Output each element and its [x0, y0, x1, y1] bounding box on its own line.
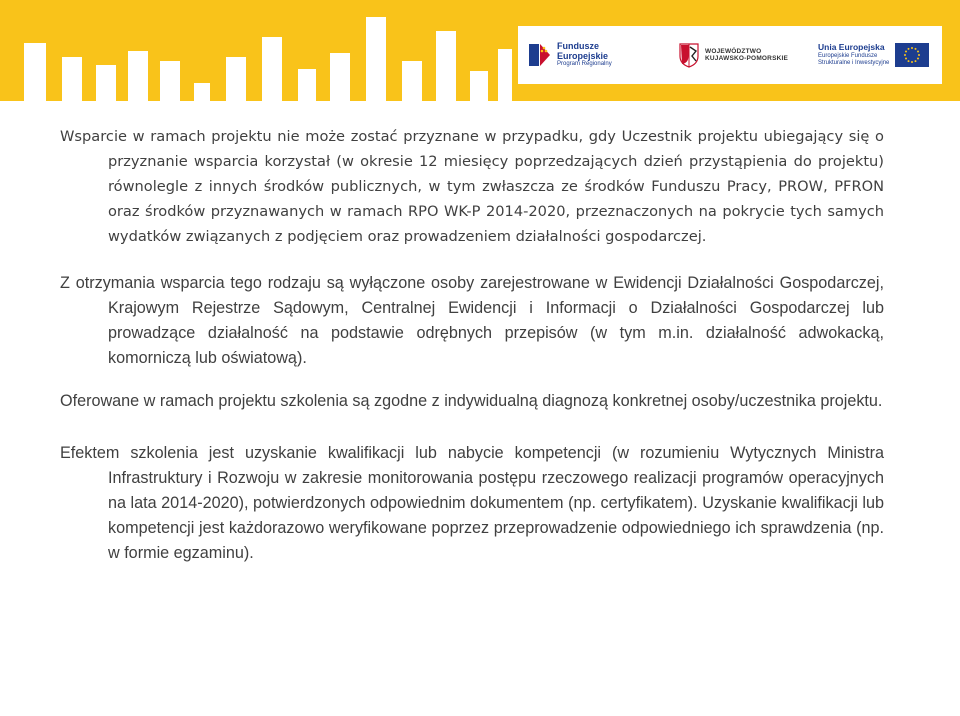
- coat-of-arms-icon: [678, 42, 700, 68]
- decor-stripe: [330, 53, 350, 101]
- paragraph-training-outcome: Efektem szkolenia jest uzyskanie kwalifikacji lub nabycie kompetencji (w rozumieniu Wytycznych Ministra Infrastruktury i Rozwoju w zakresie monitorowania postępu rzeczowego realizacji programów operacyjnych na lata 2014-2020), potwierdzonych odpowiednim dokumentem (np. certyfikatem). Uzyskanie kwalifikacji lub kompetencji jest każdorazowo weryfikowane poprzez przeprowadzenie odpowiedniego ich sprawdzenia (np. w formie egzaminu).: [60, 444, 884, 562]
- unia-europejska-logo: [818, 26, 929, 84]
- decor-stripe: [160, 61, 180, 101]
- decor-stripe: [62, 57, 82, 101]
- decor-stripe: [96, 65, 116, 101]
- decor-stripe: [298, 69, 316, 101]
- paragraph-exclusions: Z otrzymania wsparcia tego rodzaju są wyłączone osoby zarejestrowane w Ewidencji Działalności Gospodarczej, Krajowym Rejestrze Sądowym, Centralnej Ewidencji i Informacji o Działalności Gospodarczej lub prowadzące działalność na podstawie odrębnych przepisów (w tym m.in. działalność adwokacką, komorniczą lub oświatową).: [60, 274, 884, 367]
- header-band: [0, 0, 960, 101]
- wojewodztwo-line2: KUJAWSKO-POMORSKIE: [705, 55, 789, 62]
- logo-strip: [518, 26, 942, 84]
- decor-stripe: [366, 17, 386, 101]
- content: [60, 124, 884, 566]
- decor-stripe: [194, 83, 210, 101]
- decor-stripe: [470, 71, 488, 101]
- decor-stripe: [24, 43, 46, 101]
- decor-stripe: [402, 61, 422, 101]
- decor-stripe: [498, 49, 512, 101]
- decor-stripe: [262, 37, 282, 101]
- unia-line1: Unia Europejska: [818, 42, 885, 53]
- paragraph-eligibility: Wsparcie w ramach projektu nie może zostać przyznane w przypadku, gdy Uczestnik projektu ubiegający się o przyznanie wsparcia korzystał (w okresie 12 miesięcy poprzedzających dzień przystąpienia do projektu) równolegle z innych środków publicznych, w tym zwłaszcza ze środków Funduszu Pracy, PROW, PFRON oraz środków przyznawanych w ramach RPO WK-P 2014-2020, przeznaczonych na pokrycie tych samych wydatków związanych z podjęciem oraz prowadzeniem działalności gospodarczej.: [60, 128, 884, 245]
- decor-stripe: [128, 51, 148, 101]
- wojewodztwo-line1: WOJEWÓDZTWO: [705, 47, 762, 55]
- fundusze-line3: Program Regionalny: [557, 61, 612, 68]
- fundusze-europejskie-logo: [528, 26, 612, 84]
- fundusze-europejskie-icon: [528, 40, 552, 70]
- decor-stripe: [226, 57, 246, 101]
- eu-flag-icon: [895, 43, 929, 67]
- paragraph-training-diagnosis: Oferowane w ramach projektu szkolenia są zgodne z indywidualną diagnozą konkretnej osoby/uczestnika projektu.: [60, 392, 883, 410]
- fundusze-line1: Fundusze: [557, 41, 599, 52]
- unia-line2: Europejskie Fundusze: [818, 52, 878, 59]
- decor-stripe: [436, 31, 456, 101]
- wojewodztwo-logo: [678, 26, 788, 84]
- fundusze-line2: Europejskie: [557, 50, 609, 61]
- unia-line3: Strukturalne i Inwestycyjne: [818, 59, 890, 66]
